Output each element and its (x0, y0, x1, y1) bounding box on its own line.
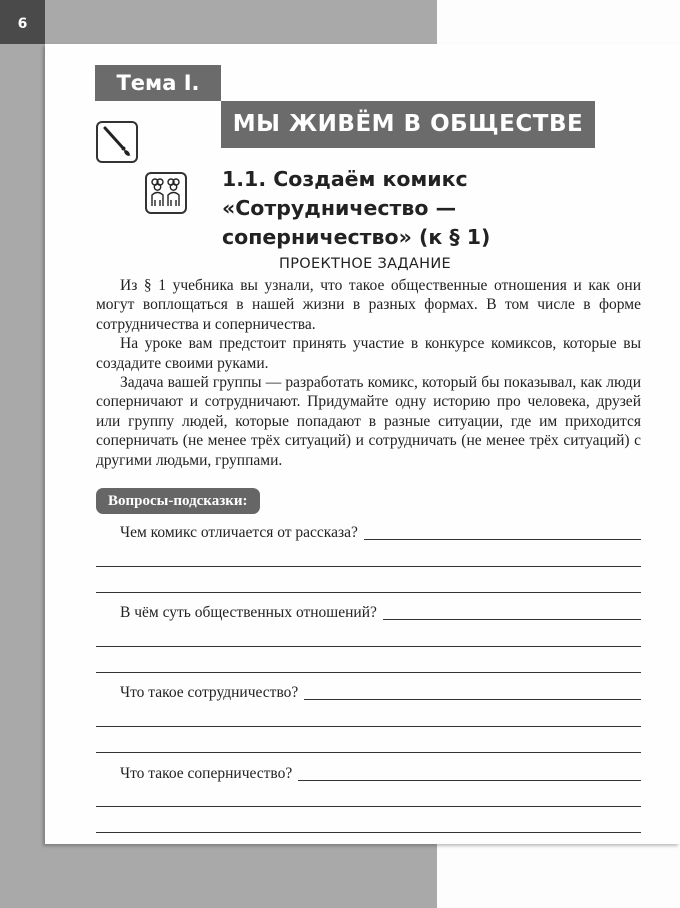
answer-line[interactable] (96, 806, 641, 807)
topic-label: Тема I. (95, 65, 221, 101)
answer-line[interactable] (96, 832, 641, 833)
lesson-title (222, 165, 622, 252)
answer-line[interactable] (96, 566, 641, 567)
lesson-title-line: 1.1. Создаём комикс (222, 167, 468, 191)
lesson-title-line: «Сотрудничество — (222, 196, 457, 220)
lesson-title-line: соперничество» (к § 1) (222, 225, 491, 249)
answer-line[interactable] (96, 726, 641, 727)
question-row (96, 522, 641, 542)
question-row (96, 682, 641, 702)
question-text: Что такое сотрудничество? (120, 684, 299, 701)
answer-line[interactable] (383, 619, 641, 620)
theme-title: МЫ ЖИВЁМ В ОБЩЕСТВЕ (221, 101, 595, 148)
paragraph: Задача вашей группы — разработать комикс, который бы показывал, как люди соперничают и сотрудничают. Придумайте одну историю про человека, друзей или группу людей, которые попадают в разные ситуации, где им приходится соперничать (не менее трёх ситуаций) и сотрудничать (не менее трёх ситуаций) с другими людьми, группами. (96, 374, 641, 469)
brush-icon (96, 121, 138, 163)
question-text: Что такое соперничество? (120, 765, 293, 782)
page-number: 6 (17, 16, 28, 32)
group-work-icon (145, 172, 187, 214)
question-text: В чём суть общественных отношений? (120, 604, 377, 621)
answer-line[interactable] (298, 780, 641, 781)
page-number-tab (0, 0, 45, 44)
hints-label: Вопросы-подсказки: (96, 488, 260, 514)
answer-line[interactable] (364, 539, 641, 540)
answer-line[interactable] (96, 672, 641, 673)
answer-line[interactable] (96, 646, 641, 647)
answer-line[interactable] (304, 699, 641, 700)
question-row (96, 602, 641, 622)
paragraph: Из § 1 учебника вы узнали, что такое общественные отношения и как они могут воплощаться в нашей жизни в разных формах. В том числе в форме сотрудничества и соперничества. (96, 277, 641, 333)
paragraph: На уроке вам предстоит принять участие в конкурсе комиксов, которые вы создадите своими руками. (96, 335, 641, 372)
section-heading: ПРОЕКТНОЕ ЗАДАНИЕ (279, 256, 451, 272)
answer-line[interactable] (96, 592, 641, 593)
answer-line[interactable] (96, 752, 641, 753)
question-row (96, 763, 641, 783)
task-description (96, 276, 641, 470)
question-text: Чем комикс отличается от рассказа? (120, 524, 358, 541)
